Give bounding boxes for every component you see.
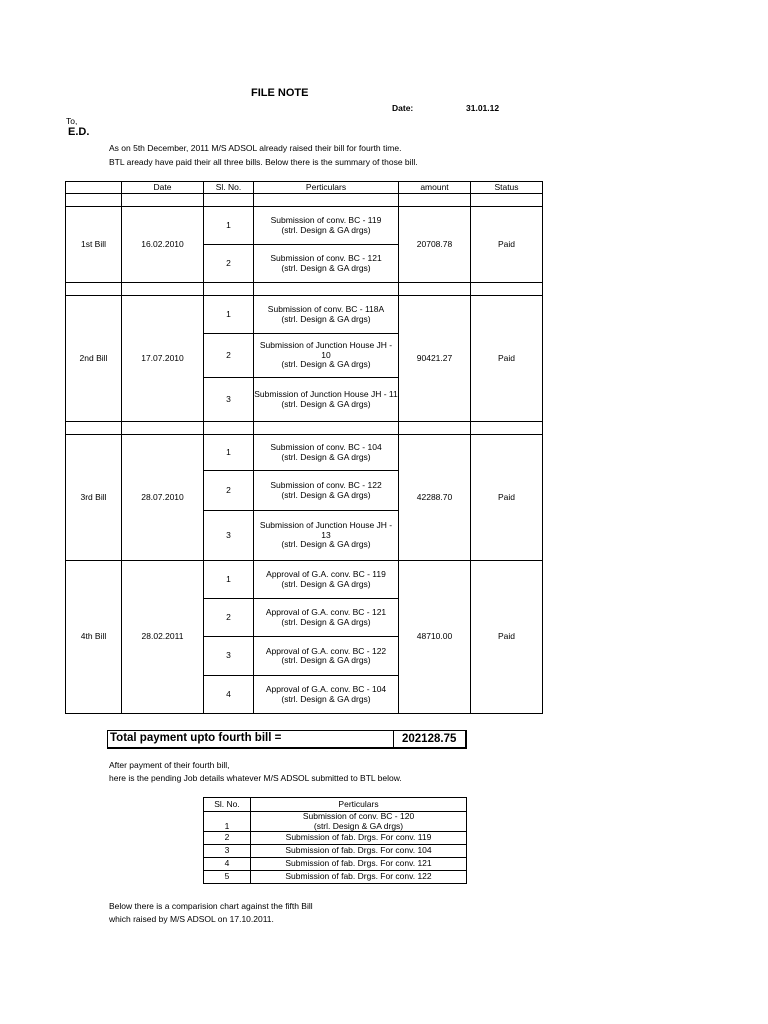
column-header-date: Date [122, 182, 204, 194]
sl-no: 3 [204, 511, 254, 561]
sl-no: 1 [204, 207, 254, 245]
particulars-line: Submission of conv. BC - 120 [302, 811, 415, 821]
table-row [66, 296, 543, 334]
bill-label: 4th Bill [66, 561, 122, 714]
footer-line-2: which raised by M/S ADSOL on 17.10.2011. [109, 914, 274, 924]
sl-no: 4 [204, 676, 254, 714]
sl-no: 2 [204, 832, 251, 845]
sl-no: 5 [204, 871, 251, 884]
particulars-cell: Submission of fab. Drgs. For conv. 122 [251, 871, 467, 884]
particulars-line: Submission of conv. BC - 121 [270, 253, 382, 263]
particulars-sub: (strl. Design & GA drgs) [281, 489, 371, 500]
particulars-cell [254, 334, 399, 378]
sl-no: 2 [204, 334, 254, 378]
table-row [204, 858, 467, 871]
spacer-row [66, 283, 543, 296]
bill-status: Paid [471, 435, 543, 561]
bill-label: 3rd Bill [66, 435, 122, 561]
sl-no: 3 [204, 845, 251, 858]
particulars-sub: (strl. Design & GA drgs) [313, 820, 404, 831]
bill-status: Paid [471, 561, 543, 714]
bill-date: 16.02.2010 [122, 207, 204, 283]
bill-status: Paid [471, 296, 543, 422]
particulars-sub: (strl. Design & GA drgs) [281, 655, 371, 665]
header-label-cell [66, 182, 122, 194]
sl-no: 2 [204, 245, 254, 283]
total-payment-box [107, 730, 467, 749]
particulars-cell [254, 471, 399, 511]
date-value: 31.01.12 [466, 103, 500, 113]
spacer-row [66, 422, 543, 435]
particulars-cell [254, 637, 399, 676]
particulars-cell [254, 296, 399, 334]
particulars-line: Submission of Junction House JH - 13 [259, 520, 393, 540]
particulars-cell [254, 207, 399, 245]
particulars-sub: (strl. Design & GA drgs) [281, 616, 371, 627]
particulars-sub: (strl. Design & GA drgs) [281, 224, 371, 235]
bill-date: 28.02.2011 [122, 561, 204, 714]
table-row [66, 207, 543, 245]
bill-label: 1st Bill [66, 207, 122, 283]
table-row [66, 435, 543, 471]
particulars-line: Approval of G.A. conv. BC - 122 [265, 645, 387, 656]
date-label: Date: [392, 103, 414, 113]
particulars-cell [254, 511, 399, 561]
pending-table-header [204, 798, 467, 812]
sl-no: 3 [204, 378, 254, 422]
particulars-sub: (strl. Design & GA drgs) [281, 359, 371, 370]
particulars-cell [254, 435, 399, 471]
pending-line-1: After payment of their fourth bill, [109, 760, 230, 770]
column-header-sl-no: Sl. No. [204, 798, 251, 812]
bill-date: 28.07.2010 [122, 435, 204, 561]
table-row [204, 871, 467, 884]
total-value: 202128.75 [393, 731, 465, 747]
particulars-cell: Submission of fab. Drgs. For conv. 119 [251, 832, 467, 845]
particulars-sub: (strl. Design & GA drgs) [281, 313, 371, 324]
table-row [204, 845, 467, 858]
sl-no: 2 [204, 471, 254, 511]
bills-table-header [66, 182, 543, 194]
bill-status: Paid [471, 207, 543, 283]
particulars-line: Submission of conv. BC - 118A [267, 304, 385, 314]
bill-amount: 20708.78 [399, 207, 471, 283]
sl-no: 1 [204, 561, 254, 599]
bill-date: 17.07.2010 [122, 296, 204, 422]
column-header-amount: amount [399, 182, 471, 194]
bill-label: 2nd Bill [66, 296, 122, 422]
particulars-sub: (strl. Design & GA drgs) [281, 578, 371, 589]
sl-no: 4 [204, 858, 251, 871]
table-row [204, 832, 467, 845]
pending-table [203, 797, 467, 884]
particulars-sub: (strl. Design & GA drgs) [281, 451, 371, 462]
particulars-sub: (strl. Design & GA drgs) [281, 693, 371, 704]
bill-amount: 90421.27 [399, 296, 471, 422]
column-header-status: Status [471, 182, 543, 194]
particulars-cell [254, 599, 399, 637]
sl-no: 1 [204, 296, 254, 334]
addressee: E.D. [68, 126, 90, 138]
particulars-cell [254, 676, 399, 714]
spacer-row [66, 194, 543, 207]
particulars-line: Submission of conv. BC - 122 [270, 480, 382, 490]
particulars-sub: (strl. Design & GA drgs) [281, 398, 371, 409]
to-label: To, [66, 116, 78, 126]
page-title: FILE NOTE [251, 87, 309, 99]
particulars-cell [254, 561, 399, 599]
pending-line-2: here is the pending Job details whatever M/S ADSOL submitted to BTL below. [109, 773, 402, 783]
bill-amount: 48710.00 [399, 561, 471, 714]
column-header-sl-no: Sl. No. [204, 182, 254, 194]
sl-no: 2 [204, 599, 254, 637]
particulars-line: Submission of conv. BC - 119 [270, 215, 382, 225]
particulars-sub: (strl. Design & GA drgs) [281, 262, 371, 273]
table-row [204, 812, 467, 832]
particulars-cell: Submission of fab. Drgs. For conv. 104 [251, 845, 467, 858]
bill-amount: 42288.70 [399, 435, 471, 561]
particulars-line: Approval of G.A. conv. BC - 119 [266, 569, 386, 579]
bills-table [65, 181, 543, 714]
sl-no: 1 [204, 812, 251, 832]
total-label: Total payment upto fourth bill = [110, 732, 282, 744]
footer-line-1: Below there is a comparision chart against the fifth Bill [109, 901, 313, 911]
intro-line-2: BTL aready have paid their all three bills. Below there is the summary of those bill. [109, 157, 418, 167]
sl-no: 1 [204, 435, 254, 471]
sl-no: 3 [204, 637, 254, 676]
particulars-cell: Submission of fab. Drgs. For conv. 121 [251, 858, 467, 871]
particulars-line: Approval of G.A. conv. BC - 104 [265, 684, 387, 694]
column-header-particulars: Perticulars [254, 182, 399, 194]
particulars-cell [254, 245, 399, 283]
particulars-cell [254, 378, 399, 422]
particulars-line: Submission of Junction House JH - 11 [254, 389, 398, 399]
column-header-particulars: Perticulars [251, 798, 467, 812]
particulars-line: Approval of G.A. conv. BC - 121 [265, 607, 387, 617]
table-row [66, 561, 543, 599]
particulars-line: Submission of conv. BC - 104 [270, 442, 382, 452]
particulars-line: Submission of Junction House JH - 10 [259, 340, 393, 360]
particulars-sub: (strl. Design & GA drgs) [281, 539, 371, 550]
intro-line-1: As on 5th December, 2011 M/S ADSOL already raised their bill for fourth time. [109, 143, 402, 153]
particulars-cell [251, 812, 467, 832]
